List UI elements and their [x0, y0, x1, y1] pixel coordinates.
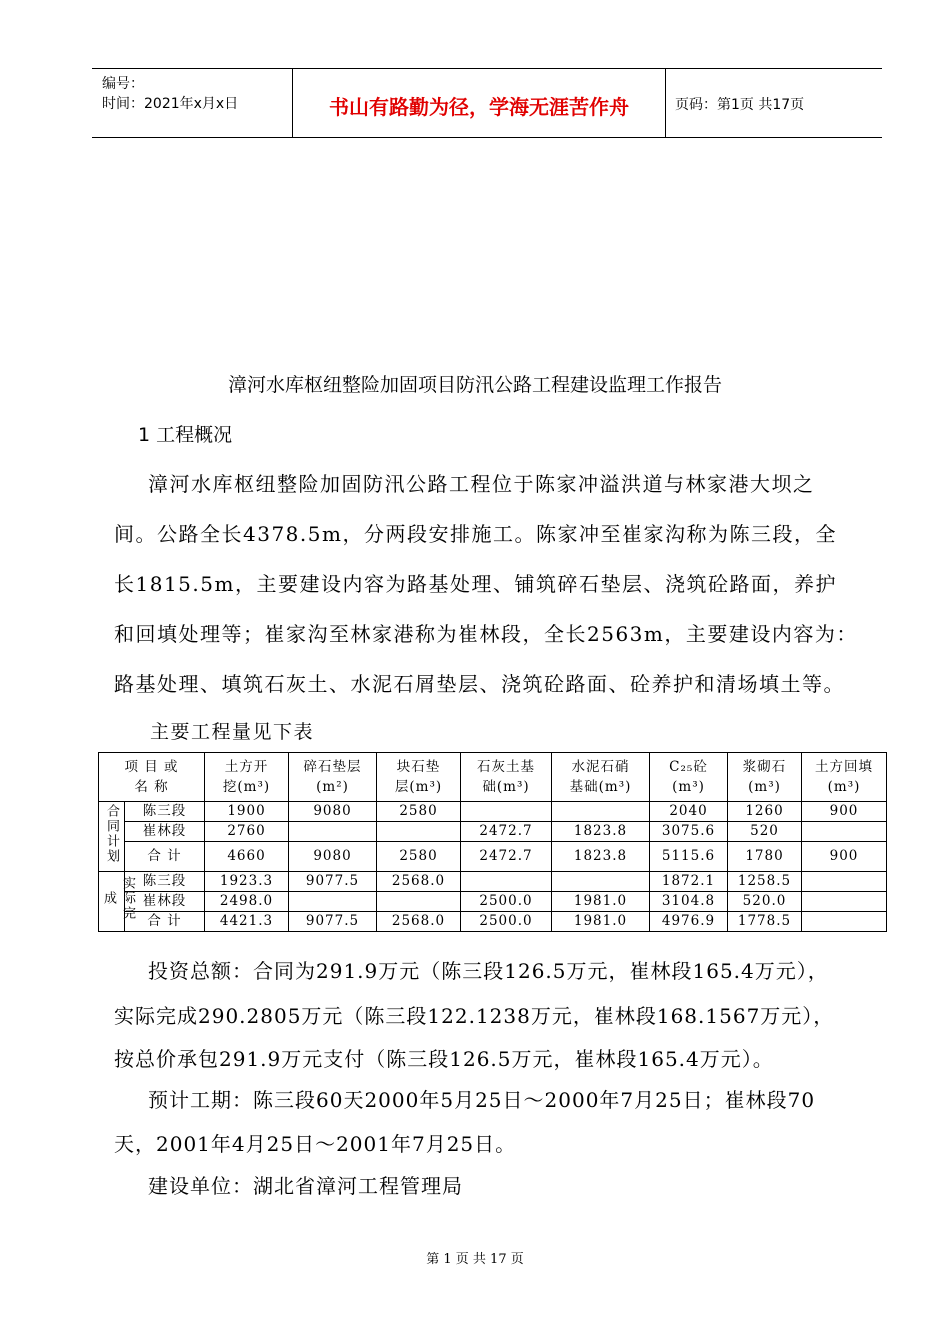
- table-cell: 1258.5: [728, 872, 802, 892]
- paragraph-line: 预计工期：陈三段60天2000年5月25日～2000年7月25日；崔林段70: [148, 1088, 816, 1112]
- code-label: 编号：: [102, 76, 144, 92]
- header-cell: [650, 753, 728, 802]
- group-label-cell: [99, 802, 125, 872]
- header-line: (m³): [748, 779, 781, 795]
- table-cell: 1900: [205, 802, 289, 822]
- table-cell: [552, 872, 650, 892]
- table-cell: 1872.1: [650, 872, 728, 892]
- table-cell: 1981.0: [552, 912, 650, 932]
- header-line: 块石垫: [396, 759, 441, 775]
- table-cell: 9077.5: [289, 872, 377, 892]
- header-line: 浆砌石: [742, 759, 787, 775]
- table-cell: [461, 802, 552, 822]
- table-cell: [377, 892, 461, 912]
- paragraph-line: 漳河水库枢纽整险加固防汛公路工程位于陈家冲溢洪道与林家港大坝之: [148, 472, 815, 496]
- table-cell: 3104.8: [650, 892, 728, 912]
- header-line: 土方回填: [815, 759, 873, 775]
- time-label: 时间：2021年x月x日: [102, 96, 239, 112]
- table-cell: 2568.0: [377, 912, 461, 932]
- group-label: 合同计划: [104, 803, 119, 864]
- header-meta-cell: [92, 69, 292, 137]
- table-cell: 9080: [289, 802, 377, 822]
- table-cell: 2498.0: [205, 892, 289, 912]
- header-line: 基础(m³): [569, 779, 632, 795]
- table-cell: 1981.0: [552, 892, 650, 912]
- motto-text: 书山有路勤为径，学海无涯苦作舟: [329, 95, 629, 119]
- header-line: 层(m³): [394, 779, 443, 795]
- paragraph-line: 天，2001年4月25日～2001年7月25日。: [114, 1132, 517, 1156]
- table-cell: 1780: [728, 842, 802, 872]
- table-cell: [802, 822, 887, 842]
- table-cell: 520: [728, 822, 802, 842]
- table-cell: 2760: [205, 822, 289, 842]
- header-cell: [802, 753, 887, 802]
- table-cell: 2568.0: [377, 872, 461, 892]
- table-cell: 2472.7: [461, 842, 552, 872]
- table-cell: 4976.9: [650, 912, 728, 932]
- row-name: 合 计: [125, 842, 205, 872]
- header-item-top: 项 目 或: [124, 759, 179, 775]
- table-cell: [377, 822, 461, 842]
- table-cell: 5115.6: [650, 842, 728, 872]
- paragraph-line: 投资总额：合同为291.9万元（陈三段126.5万元，崔林段165.4万元），: [148, 959, 829, 983]
- page-footer: 第 1 页 共 17 页: [426, 1252, 524, 1267]
- table-cell: 2580: [377, 802, 461, 822]
- header-cell: [461, 753, 552, 802]
- table-cell: [289, 822, 377, 842]
- header-line: C₂₅砼: [669, 759, 708, 775]
- table-cell: 1823.8: [552, 822, 650, 842]
- paragraph-line: 长1815.5m，主要建设内容为路基处理、铺筑碎石垫层、浇筑砼路面，养护: [114, 572, 837, 596]
- table-row: [99, 892, 887, 912]
- table-cell: [802, 912, 887, 932]
- table-cell: 4660: [205, 842, 289, 872]
- table-row: [99, 802, 887, 822]
- table-cell: 2580: [377, 842, 461, 872]
- header-cell: [289, 753, 377, 802]
- paragraph-line: 按总价承包291.9万元支付（陈三段126.5万元，崔林段165.4万元）。: [114, 1047, 774, 1071]
- paragraph-line: 和回填处理等；崔家沟至林家港称为崔林段，全长2563m，主要建设内容为：: [114, 622, 858, 646]
- row-name: 陈三段: [125, 802, 205, 822]
- row-name: 崔林段: [125, 892, 205, 912]
- header-item-bottom: 名 称: [134, 779, 169, 795]
- table-cell: 900: [802, 802, 887, 822]
- table-cell: 1823.8: [552, 842, 650, 872]
- table-cell: [802, 872, 887, 892]
- page-number-label: 页码：第1页 共17页: [675, 97, 805, 113]
- table-intro: 主要工程量见下表: [150, 721, 315, 743]
- table-header-row: [99, 753, 887, 802]
- group-label: 实际完成: [101, 876, 135, 921]
- header-item-cell: [99, 753, 205, 802]
- row-name: 崔林段: [125, 822, 205, 842]
- paragraph-line: 实际完成290.2805万元（陈三段122.1238万元，崔林段168.1567万元），: [114, 1004, 835, 1028]
- table-cell: [461, 872, 552, 892]
- document-title: 漳河水库枢纽整险加固项目防汛公路工程建设监理工作报告: [227, 374, 722, 396]
- page-header: [92, 68, 882, 138]
- header-motto-cell: [292, 69, 666, 137]
- table-cell: 2040: [650, 802, 728, 822]
- header-line: (m³): [672, 779, 705, 795]
- section-heading: 1 工程概况: [138, 424, 233, 446]
- table-cell: 3075.6: [650, 822, 728, 842]
- table-cell: 2500.0: [461, 912, 552, 932]
- header-line: (m³): [827, 779, 861, 795]
- table-cell: 4421.3: [205, 912, 289, 932]
- table-cell: 1260: [728, 802, 802, 822]
- group-label-cell: [99, 872, 135, 932]
- table-cell: [802, 892, 887, 912]
- paragraph-line: 间。公路全长4378.5m，分两段安排施工。陈家冲至崔家沟称为陈三段，全: [114, 522, 837, 546]
- table-row: [99, 822, 887, 842]
- header-cell: [728, 753, 802, 802]
- header-line: (m²): [316, 779, 349, 795]
- table-cell: 2472.7: [461, 822, 552, 842]
- row-name: 陈三段: [125, 872, 205, 892]
- header-cell: [377, 753, 461, 802]
- row-name: 合 计: [125, 912, 205, 932]
- header-page-cell: [665, 69, 882, 137]
- table-cell: 1778.5: [728, 912, 802, 932]
- table-cell: 2500.0: [461, 892, 552, 912]
- table-cell: [289, 892, 377, 912]
- header-line: 挖(m³): [222, 779, 271, 795]
- header-line: 碎石垫层: [303, 759, 362, 775]
- table-cell: 520.0: [728, 892, 802, 912]
- table-cell: 9077.5: [289, 912, 377, 932]
- header-line: 础(m³): [482, 779, 530, 795]
- table-cell: 9080: [289, 842, 377, 872]
- table-row: [99, 912, 887, 932]
- header-line: 石灰土基: [477, 759, 535, 775]
- header-cell: [205, 753, 289, 802]
- table-cell: 900: [802, 842, 887, 872]
- paragraph-line: 建设单位：湖北省漳河工程管理局: [148, 1174, 463, 1198]
- table-cell: 1923.3: [205, 872, 289, 892]
- header-line: 水泥石硝: [571, 759, 630, 775]
- table-row: [99, 872, 887, 892]
- paragraph-line: 路基处理、填筑石灰土、水泥石屑垫层、浇筑砼路面、砼养护和清场填土等。: [114, 672, 845, 696]
- quantity-table: [98, 752, 887, 932]
- table-row: [99, 842, 887, 872]
- header-cell: [552, 753, 650, 802]
- header-line: 土方开: [224, 759, 269, 775]
- table-cell: [552, 802, 650, 822]
